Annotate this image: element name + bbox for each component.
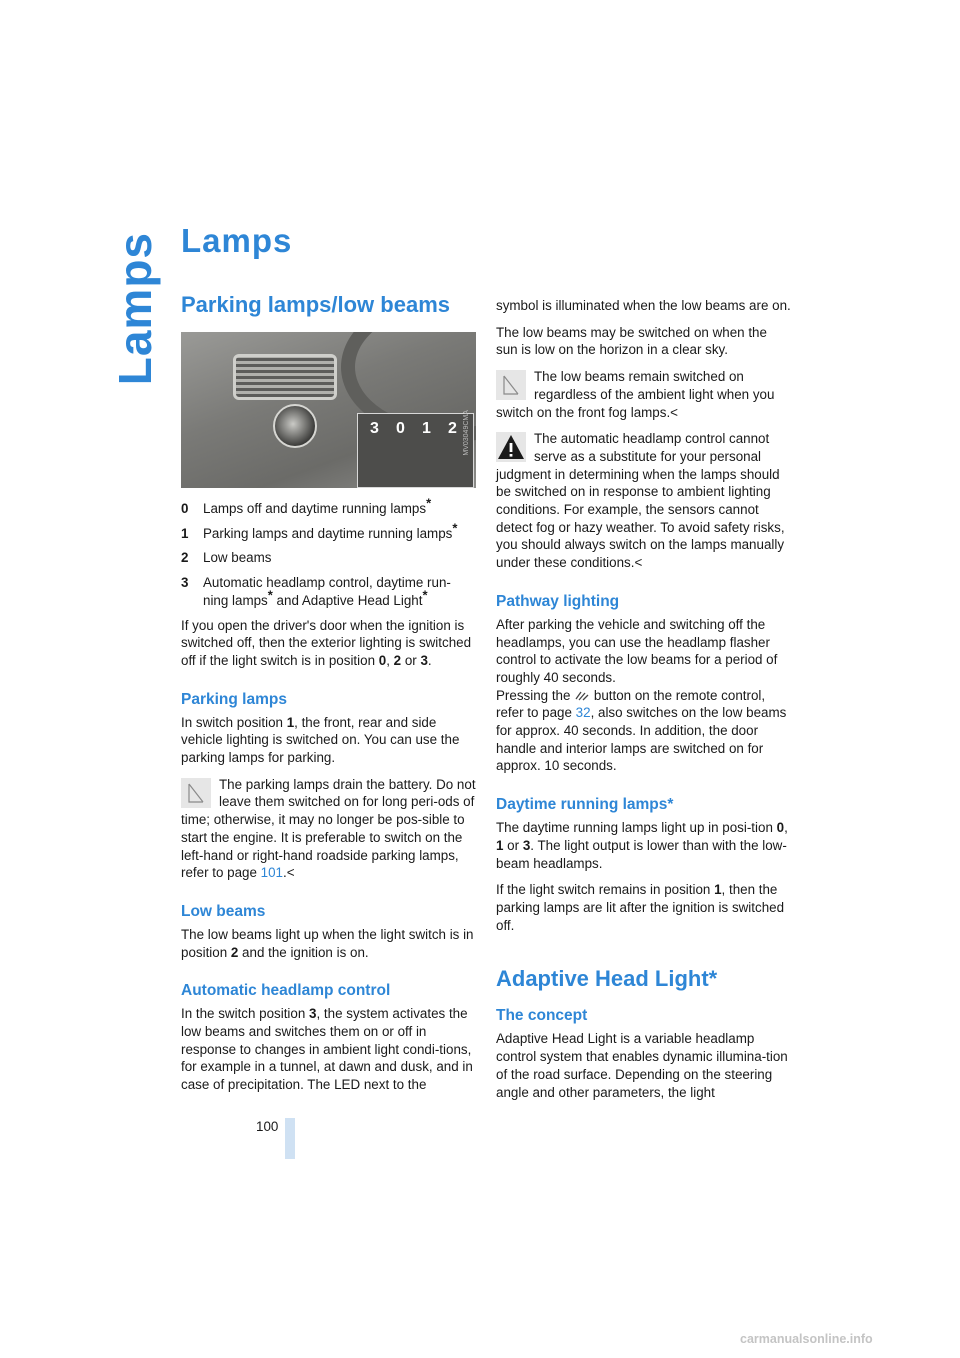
callout-label: 0 [396, 420, 405, 437]
warning-block: The automatic headlamp control cannot serve as a substitute for your personal judgment in determining when the lamps should be switched on in response to ambient lighting conditions. For example, the sensors cannot detect fog or hazy weather. To avoid safety risks, you should always switch on the lamps manually under these conditions.< [496, 431, 785, 571]
section-heading-adaptive-head-light: Adaptive Head Light* [496, 966, 718, 992]
list-item [181, 574, 476, 609]
note-block: The parking lamps drain the battery. Do not leave them switched on for long peri-ods of time; otherwise, it may no longer be pos-sible to start the engine. It is preferable to switch on the left-hand or right-hand roadside parking lamps, refer to page 101.< [181, 776, 476, 881]
ahl-paragraph: Adaptive Head Light is a variable headlamp control system that enables dynamic illumina-tion of the road surface. Depending on the steering angle and other parameters, the light [496, 1031, 788, 1100]
page-title: Lamps [181, 222, 293, 259]
section-heading-parking-low-beams: Parking lamps/low beams [181, 292, 450, 317]
watermark: carmanualsonline.info [740, 1332, 873, 1346]
light-switch-figure [181, 332, 476, 488]
subheading-the-concept: The concept [496, 1007, 588, 1025]
list-number: 3 [181, 575, 189, 591]
list-text: Automatic headlamp control, daytime run-ning lamps* and Adaptive Head Light* [203, 575, 451, 608]
pathway-remote-paragraph: Pressing the button on the remote control, refer to page 32, also switches on the low beams for approx. 40 seconds. In addition, the door handle and interior lamps are switched on for approx. 10 seconds. [496, 687, 787, 774]
image-code: MV03049CMA [463, 410, 471, 456]
right-column [496, 297, 791, 1110]
subheading-low-beams: Low beams [181, 902, 266, 920]
callout-label: 1 [422, 420, 431, 437]
switch-detail-inset [357, 413, 474, 488]
low-beams-paragraph: The low beams light up when the light switch is in position 2 and the ignition is on. [181, 926, 474, 960]
list-item [181, 549, 476, 567]
page-link[interactable]: 101 [260, 865, 283, 881]
sun-paragraph: The low beams may be switched on when the sun is low on the horizon in a clear sky. [496, 324, 767, 358]
side-tab: Lamps [109, 232, 161, 386]
subheading-parking-lamps: Parking lamps [181, 690, 287, 708]
page-number: 100 [256, 1119, 279, 1134]
list-number: 2 [181, 550, 189, 566]
pathway-paragraph: After parking the vehicle and switching off the headlamps, you can use the headlamp flasher control to activate the low beams for a period of roughly 40 seconds. [496, 616, 778, 685]
callout-label: 3 [370, 420, 379, 437]
subheading-daytime-running-lamps: Daytime running lamps* [496, 796, 674, 814]
parking-lamps-paragraph: In switch position 1, the front, rear and side vehicle lighting is switched on. You can use the parking lamps for parking. [181, 714, 460, 766]
warning-triangle-icon [496, 432, 526, 462]
subheading-automatic-headlamp-control: Automatic headlamp control [181, 982, 391, 1000]
list-item [181, 520, 476, 543]
list-text: Low beams [203, 550, 272, 566]
page-marker-bar [285, 1118, 295, 1159]
callout-label: 2 [448, 420, 457, 437]
page-link[interactable]: 32 [575, 705, 591, 721]
light-switch-knob [273, 404, 317, 448]
list-text: Lamps off and daytime running lamps* [203, 495, 432, 516]
note-block: The low beams remain switched on regardless of the ambient light when you switch on the front fog lamps.< [496, 369, 775, 420]
auto-control-paragraph: In the switch position 3, the system activates the low beams and switches them on or off in response to changes in ambient light condi-tions, for example in a tunnel, at dawn and dusk, and in case of precipitation. The LED next to the [181, 1006, 473, 1093]
note-arrow-icon [496, 370, 526, 400]
drl-paragraph: The daytime running lamps light up in posi-tion 0, 1 or 3. The light output is lower than with the low-beam headlamps. [496, 820, 788, 871]
drl-paragraph-2: If the light switch remains in position 1, then the parking lamps are lit after the ignition is switched off. [496, 882, 785, 933]
continued-paragraph: symbol is illuminated when the low beams are on. [496, 298, 791, 313]
list-number: 0 [181, 501, 189, 516]
list-text: Parking lamps and daytime running lamps* [203, 520, 458, 541]
note-arrow-icon [181, 778, 211, 808]
left-column [181, 292, 476, 1103]
list-number: 1 [181, 525, 189, 541]
air-vent-shape [233, 354, 337, 400]
door-paragraph: If you open the driver's door when the ignition is switched off, then the exterior lighting is switched off if the light switch is in position 0, 2 or 3. [181, 617, 472, 668]
remote-light-icon [574, 688, 590, 703]
subheading-pathway-lighting: Pathway lighting [496, 592, 620, 610]
list-item [181, 495, 476, 518]
